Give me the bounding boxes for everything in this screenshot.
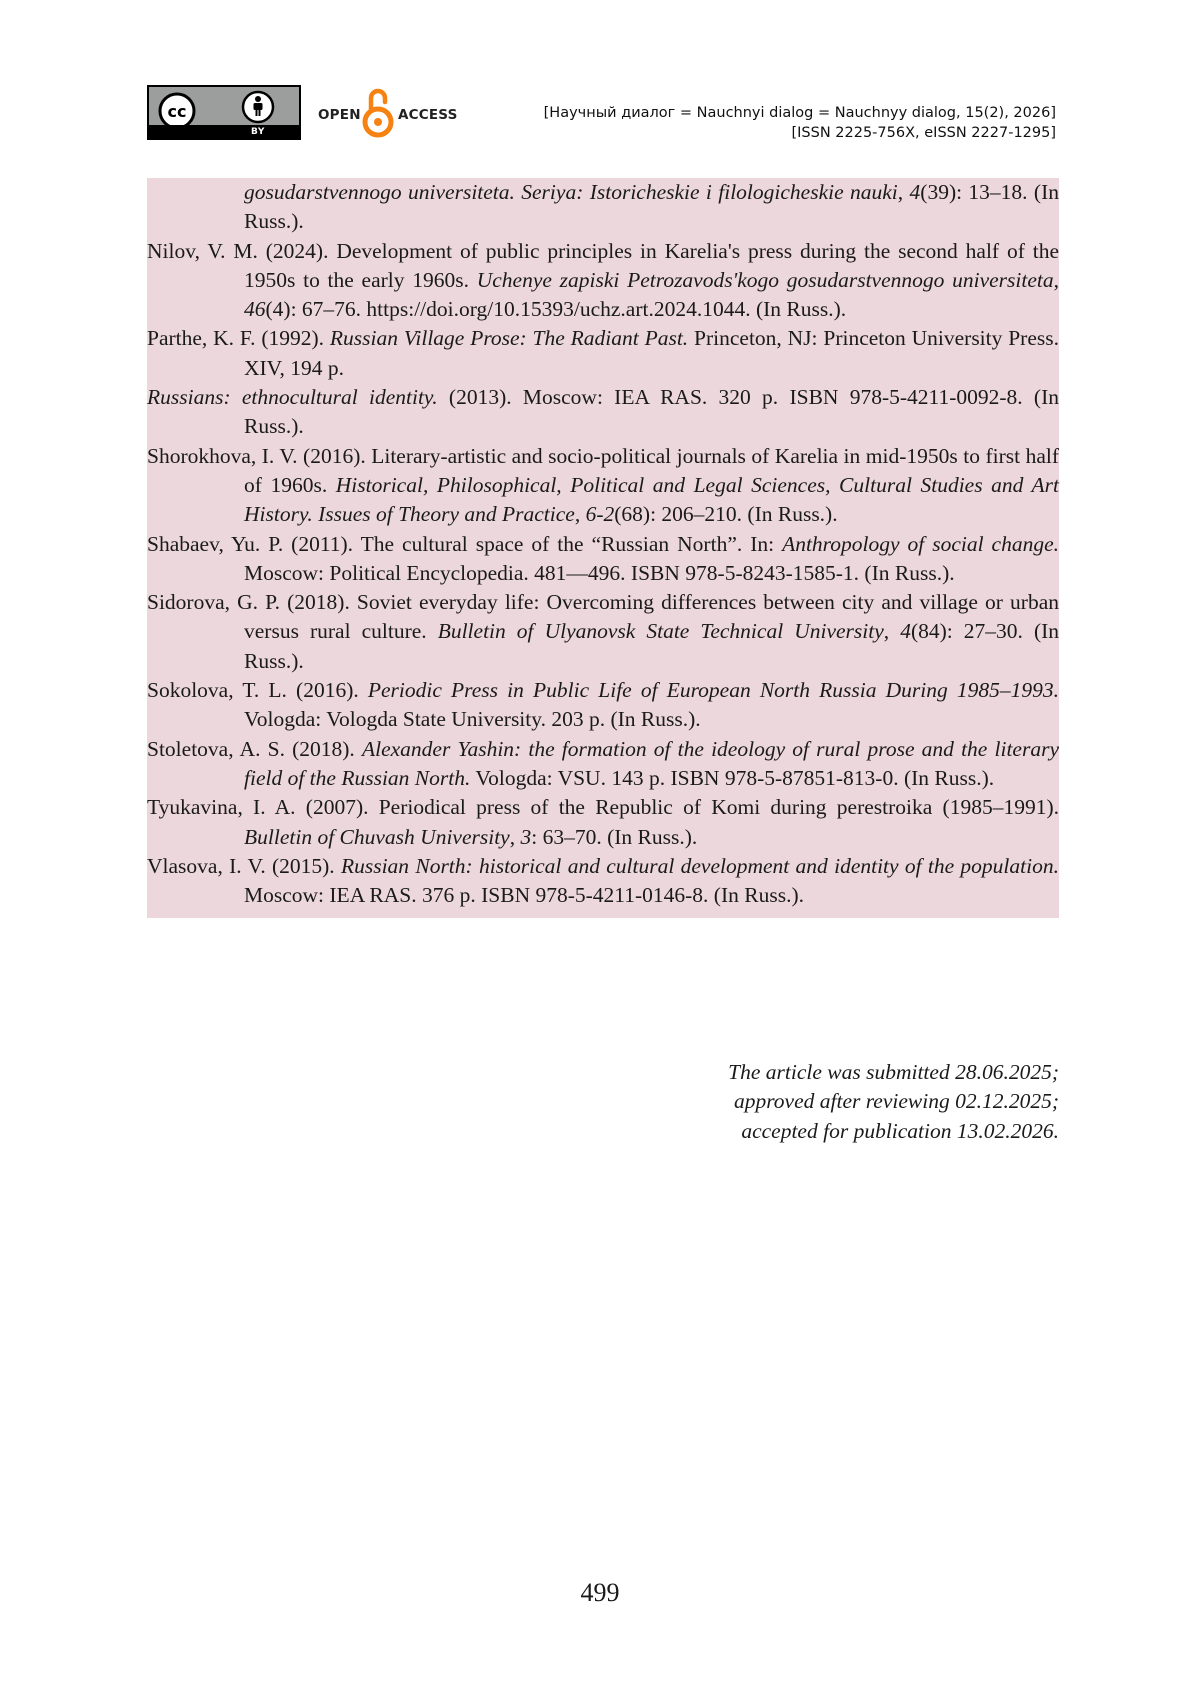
reference-text: Vologda: VSU. 143 p. ISBN 978-5-87851-813-0. (In Russ.). — [470, 765, 995, 790]
references-list — [147, 178, 1059, 918]
reference-text: , — [1053, 267, 1059, 292]
reference-text: (39): 13–18. (In Russ.). — [244, 180, 1059, 234]
reference-italic-text: Russians: ethnocultural identity. — [147, 385, 438, 410]
reference-text: , — [574, 502, 586, 527]
reference-text: Moscow: IEA RAS. 376 p. ISBN 978-5-4211-0146-8. (In Russ.). — [244, 883, 804, 908]
reference-italic-text: Russian North: historical and cultural development and identity of the population. — [340, 853, 1059, 878]
open-label: OPEN — [318, 107, 361, 123]
reference-text: Tyukavina, I. A. (2007). Periodical press of the Republic of Komi during perestroika (1985–1991). — [147, 795, 1059, 820]
reference-entry — [147, 676, 1059, 735]
svg-text:cc: cc — [167, 102, 187, 121]
reference-text: Vologda: Vologda State University. 203 p. (In Russ.). — [244, 707, 701, 732]
reference-italic-text: 4 — [900, 619, 911, 644]
reference-entry — [147, 530, 1059, 589]
reference-text: (2013). Moscow: IEA RAS. 320 p. ISBN 978-5-4211-0092-8. (In Russ.). — [244, 385, 1059, 439]
reference-italic-text: 6-2 — [585, 502, 615, 527]
reference-entry — [147, 852, 1059, 911]
reference-text: Princeton, NJ: Princeton University Press. XIV, 194 p. — [244, 326, 1059, 380]
reference-text: , — [883, 619, 901, 644]
reference-text: , — [897, 180, 910, 204]
reference-italic-text: gosudarstvennogo universiteta. Seriya: Istoricheskie i filologicheskie nauki — [244, 180, 898, 204]
reference-italic-text: Bulletin of Ulyanovsk State Technical University — [437, 619, 884, 644]
reference-continuation — [147, 178, 1059, 237]
reference-text: (68): 206–210. (In Russ.). — [614, 502, 838, 527]
reference-text: (4): 67–76. https://doi.org/10.15393/uchz.art.2024.1044. (In Russ.). — [265, 297, 847, 322]
reference-italic-text: 46 — [244, 297, 266, 322]
journal-issn: [ISSN 2225-756X, eISSN 2227-1295] — [791, 125, 1056, 141]
reference-text: Vlasova, I. V. (2015). — [147, 853, 341, 878]
reference-text: , — [509, 824, 521, 849]
access-label: ACCESS — [398, 107, 458, 123]
reference-text: Shorokhova, I. V. (2016). Literary-artistic and socio-political journals of Karelia in mid-1950s to first half of 1960s. — [147, 443, 1059, 497]
reference-text: Nilov, V. M. (2024). Development of public principles in Karelia's press during the second half of the 1950s to the early 1960s. — [147, 238, 1059, 292]
reference-italic-text: 4 — [909, 180, 921, 204]
reference-text: Parthe, K. F. (1992). — [147, 326, 330, 351]
reference-entry — [147, 793, 1059, 852]
attribution-person-icon — [240, 89, 276, 125]
by-label: BY — [251, 127, 265, 137]
page-number: 499 — [580, 1578, 620, 1607]
journal-citation: [Научный диалог = Nauchnyi dialog = Nauchnyy dialog, 15(2), 2026] — [543, 105, 1056, 121]
reference-entry — [147, 588, 1059, 676]
reference-text: (84): 27–30. (In Russ.). — [244, 619, 1060, 673]
reference-italic-text: Russian Village Prose: The Radiant Past. — [329, 326, 689, 351]
reference-italic-text: Periodic Press in Public Life of European North Russia During 1985–1993. — [367, 678, 1059, 703]
reference-entry — [147, 442, 1059, 530]
reference-text: Sidorova, G. P. (2018). Soviet everyday life: Overcoming differences between city and village or urban versus rural culture. — [147, 590, 1059, 644]
reference-text: Moscow: Political Encyclopedia. 481—496. ISBN 978-5-8243-1585-1. (In Russ.). — [244, 560, 955, 585]
reference-italic-text: Uchenye zapiski Petrozavods'kogo gosudarstvennogo universiteta — [476, 267, 1054, 292]
reference-italic-text: Bulletin of Chuvash University — [244, 824, 510, 849]
cc-by-license-badge — [147, 85, 301, 140]
open-lock-icon — [362, 85, 394, 139]
reference-entry — [147, 237, 1059, 325]
journal-header — [544, 103, 1056, 143]
open-access-logo — [318, 85, 463, 140]
reference-italic-text: Historical, Philosophical, Political and Legal Sciences, Cultural Studies and Art History. Issues of Theory and Practice — [244, 472, 1060, 527]
reference-entry — [147, 735, 1059, 794]
reference-text: Stoletova, A. S. (2018). — [147, 736, 362, 761]
reference-entry — [147, 324, 1059, 383]
reference-text: : 63–70. (In Russ.). — [531, 824, 698, 849]
submitted-date: The article was submitted 28.06.2025; — [728, 1060, 1059, 1084]
reference-entry — [147, 383, 1059, 442]
reference-italic-text: 3 — [520, 824, 532, 849]
reference-text: Sokolova, T. L. (2016). — [147, 678, 368, 703]
reference-text: Shabaev, Yu. P. (2011). The cultural space of the “Russian North”. In: — [147, 531, 783, 556]
accepted-date: accepted for publication 13.02.2026. — [741, 1118, 1059, 1143]
approved-date: approved after reviewing 02.12.2025; — [733, 1089, 1059, 1114]
reference-italic-text: Anthropology of social change. — [782, 531, 1059, 556]
article-dates — [728, 1058, 1059, 1146]
reference-italic-text: Alexander Yashin: the formation of the ideology of rural prose and the literary field of the Russian North. — [244, 736, 1059, 790]
